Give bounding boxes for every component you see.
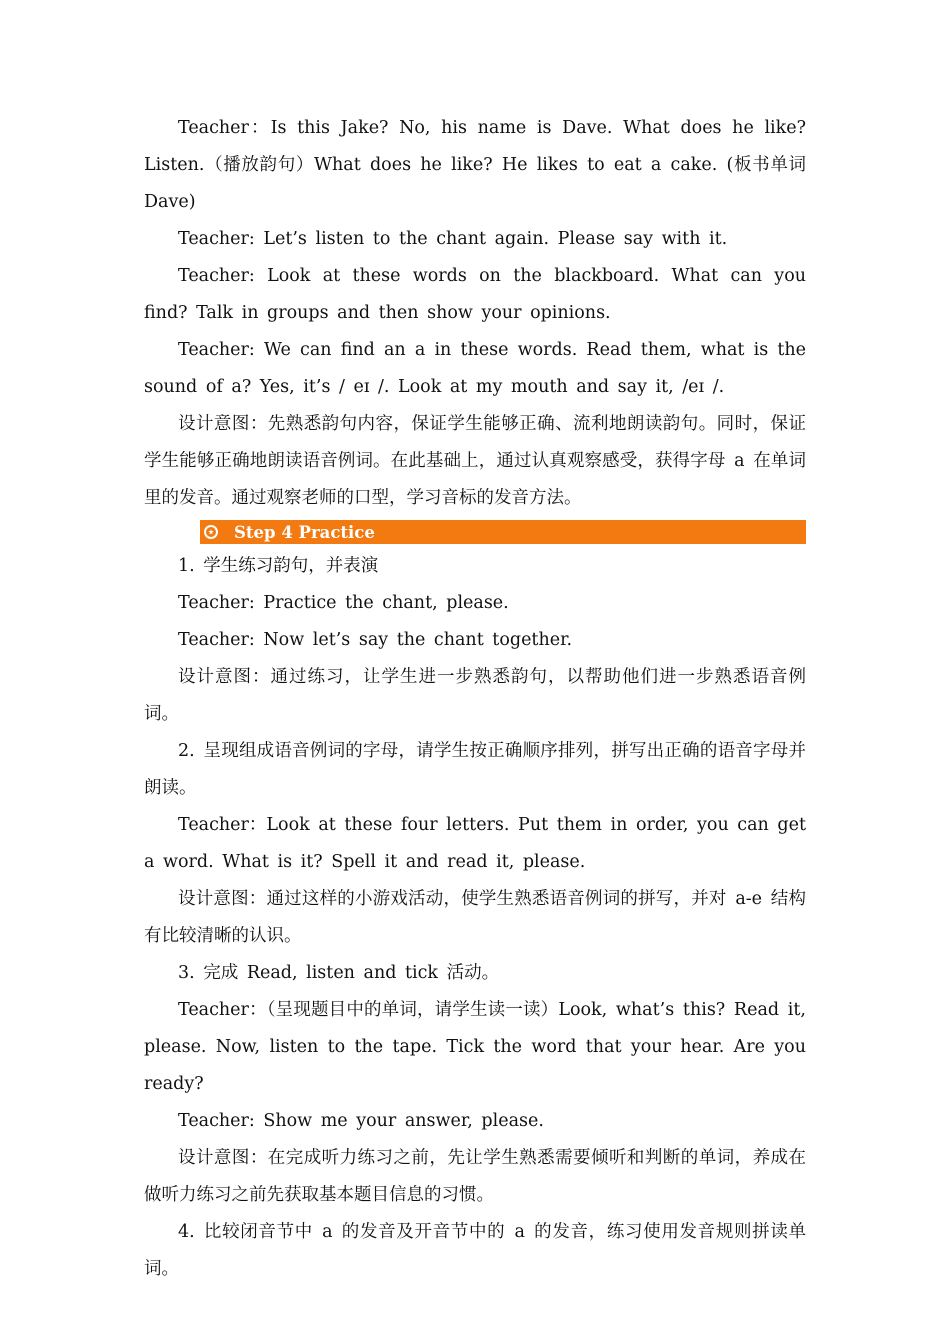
step-4-practice-label: Step 4 Practice xyxy=(234,522,375,542)
paragraph-design-intent-1: 设计意图：先熟悉韵句内容，保证学生能够正确、流利地朗读韵句。同时，保证学生能够正确地朗读语音例词。在此基础上，通过认真观察感受，获得字母 a 在单词里的发音。通过观察老师的口型，学习音标的发音方法。 xyxy=(144,414,806,508)
paragraph-listen-again: Teacher: Let’s listen to the chant again. Please say with it. xyxy=(178,229,728,249)
paragraph-sound-of-a: Teacher: We can find an a in these words. Read them, what is the sound of a? Yes, it’s / eɪ /. Look at my mouth and say it, /eɪ /. xyxy=(144,340,806,397)
paragraph-design-intent-3: 设计意图：通过这样的小游戏活动，使学生熟悉语音例词的拼写，并对 a-e 结构有比较清晰的认识。 xyxy=(144,889,806,946)
star-circle-icon xyxy=(204,525,218,539)
paragraph-design-intent-4: 设计意图：在完成听力练习之前，先让学生熟悉需要倾听和判断的单词，养成在做听力练习之前先获取基本题目信息的习惯。 xyxy=(144,1148,806,1205)
document-page xyxy=(144,110,806,1288)
paragraph-show-answer: Teacher: Show me your answer, please. xyxy=(178,1111,544,1131)
paragraph-say-chant-together: Teacher: Now let’s say the chant together. xyxy=(178,630,573,650)
paragraph-listen-tape: Teacher：（呈现题目中的单词，请学生读一读）Look, what’s this? Read it, please. Now, listen to the tape. Tick the word that your hear. Are you ready? xyxy=(144,1000,806,1094)
paragraph-item-1: 1. 学生练习韵句，并表演 xyxy=(178,556,379,576)
paragraph-item-4: 4. 比较闭音节中 a 的发音及开音节中的 a 的发音，练习使用发音规则拼读单词。 xyxy=(144,1222,806,1279)
paragraph-item-3: 3. 完成 Read, listen and tick 活动。 xyxy=(178,963,500,983)
paragraph-four-letters: Teacher：Look at these four letters. Put them in order, you can get a word. What is it? Spell it and read it, please. xyxy=(144,815,806,872)
paragraph-design-intent-2: 设计意图：通过练习，让学生进一步熟悉韵句，以帮助他们进一步熟悉语音例词。 xyxy=(144,667,806,724)
step-4-practice-header xyxy=(200,520,806,544)
paragraph-dave-intro: Teacher：Is this Jake? No, his name is Dave. What does he like? Listen.（播放韵句）What does he like? He likes to eat a cake. (板书单词 Dave) xyxy=(144,118,806,212)
paragraph-item-2: 2. 呈现组成语音例词的字母，请学生按正确顺序排列，拼写出正确的语音字母并朗读。 xyxy=(144,741,806,798)
paragraph-practice-chant: Teacher: Practice the chant, please. xyxy=(178,593,509,613)
paragraph-look-at-words: Teacher: Look at these words on the blackboard. What can you find? Talk in groups and then show your opinions. xyxy=(144,266,806,323)
